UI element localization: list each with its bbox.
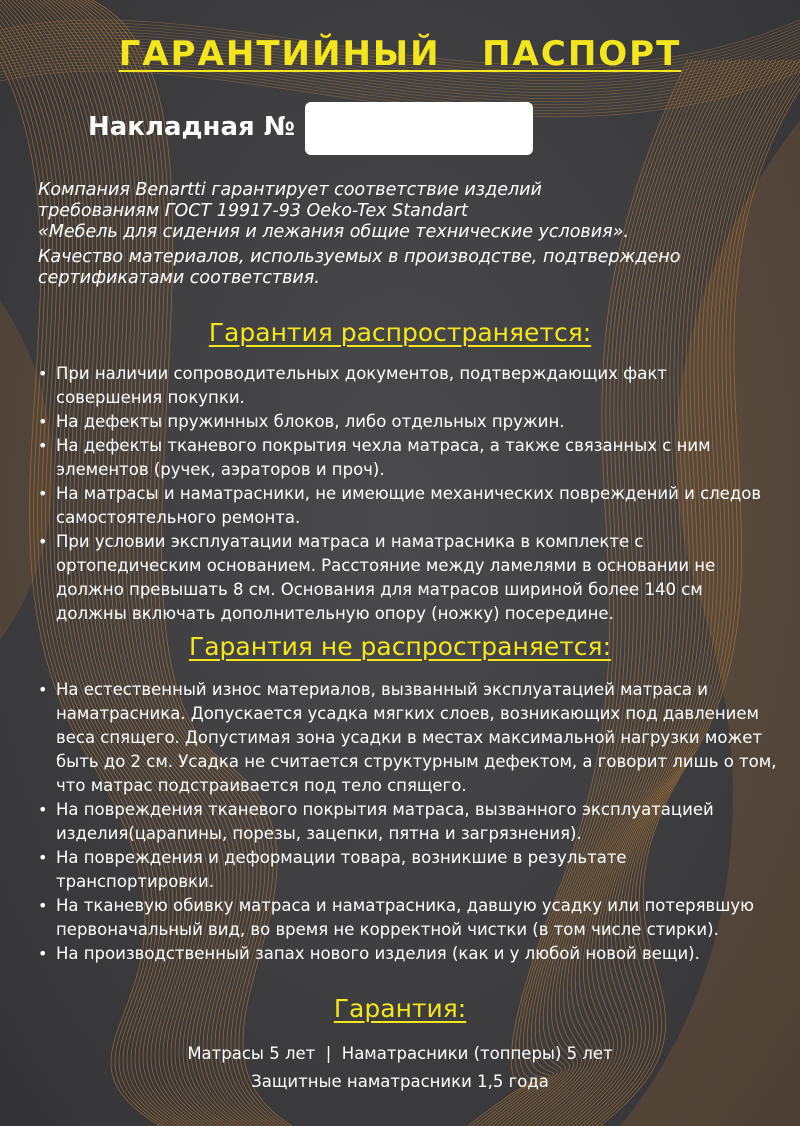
intro-line: Компания Benartti гарантирует соответствие изделий xyxy=(38,180,542,200)
list-item xyxy=(38,942,778,966)
page-title: ГАРАНТИЙНЫЙ ПАСПОРТ xyxy=(118,34,682,74)
invoice-number-field[interactable] xyxy=(305,102,533,155)
bullet-icon: • xyxy=(38,484,48,503)
list-item xyxy=(38,798,778,846)
bullet-icon: • xyxy=(38,848,48,867)
covered-list xyxy=(38,362,778,626)
bullet-icon: • xyxy=(38,364,48,383)
not-covered-list xyxy=(38,678,778,966)
list-item xyxy=(38,678,778,798)
list-item xyxy=(38,482,778,530)
bullet-icon: • xyxy=(38,436,48,455)
bullet-icon: • xyxy=(38,944,48,963)
list-item-text: На тканевую обивку матраса и наматрасника, давшую усадку или потерявшую первоначальный вид, во время не корректной чистки (в том числе стирки). xyxy=(56,896,754,939)
list-item-text: При условии эксплуатации матраса и наматрасника в комплекте с ортопедическим основанием. Расстояние между ламелями в основании не должно превышать 8 см. Основания для матрасов шириной более 140 см должны включать дополнительную опору (ножку) посередине. xyxy=(56,532,716,623)
list-item xyxy=(38,894,778,942)
list-item-text: На повреждения и деформации товара, возникшие в результате транспортировки. xyxy=(56,848,627,891)
list-item xyxy=(38,846,778,894)
list-item xyxy=(38,530,778,626)
warranty-terms-line: Матрасы 5 лет | Наматрасники (топперы) 5 лет xyxy=(187,1044,613,1063)
intro-line: требованиям ГОСТ 19917-93 Oeko-Tex Standart xyxy=(38,201,468,221)
list-item-text: При наличии сопроводительных документов, подтверждающих факт совершения покупки. xyxy=(56,364,667,407)
intro-text xyxy=(38,180,778,289)
intro-line: «Мебель для сидения и лежания общие технические условия». xyxy=(38,222,629,242)
bullet-icon: • xyxy=(38,532,48,551)
list-item-text: На естественный износ материалов, вызванный эксплуатацией матраса и наматрасника. Допускается усадка мягких слоев, возникающих под давлением веса спящего. Допустимая зона усадки в местах максимальной нагрузки может быть до 2 см. Усадка не считается структурным дефектом, а говорит лишь о том, что матрас подстраивается под тело спящего. xyxy=(56,680,777,795)
intro-line: Качество материалов, используемых в производстве, подтверждено сертификатами соответствия. xyxy=(38,247,681,288)
covered-heading: Гарантия распространяется: xyxy=(208,318,592,347)
list-item-text: На повреждения тканевого покрытия матраса, вызванного эксплуатацией изделия(царапины, порезы, зацепки, пятна и загрязнения). xyxy=(56,800,714,843)
list-item-text: На дефекты пружинных блоков, либо отдельных пружин. xyxy=(56,412,565,431)
list-item xyxy=(38,434,778,482)
bullet-icon: • xyxy=(38,412,48,431)
warranty-heading: Гарантия: xyxy=(333,994,467,1023)
list-item xyxy=(38,362,778,410)
not-covered-heading: Гарантия не распространяется: xyxy=(188,632,612,661)
warranty-terms-line: Защитные наматрасники 1,5 года xyxy=(251,1072,549,1091)
list-item-text: На матрасы и наматрасники, не имеющие механических повреждений и следов самостоятельного ремонта. xyxy=(56,484,762,527)
list-item-text: На дефекты тканевого покрытия чехла матраса, а также связанных с ним элементов (ручек, аэраторов и проч). xyxy=(56,436,711,479)
bullet-icon: • xyxy=(38,800,48,819)
bullet-icon: • xyxy=(38,680,48,699)
invoice-number-label: Накладная № xyxy=(88,112,296,142)
bullet-icon: • xyxy=(38,896,48,915)
list-item-text: На производственный запах нового изделия (как и у любой новой вещи). xyxy=(56,944,700,963)
list-item xyxy=(38,410,778,434)
